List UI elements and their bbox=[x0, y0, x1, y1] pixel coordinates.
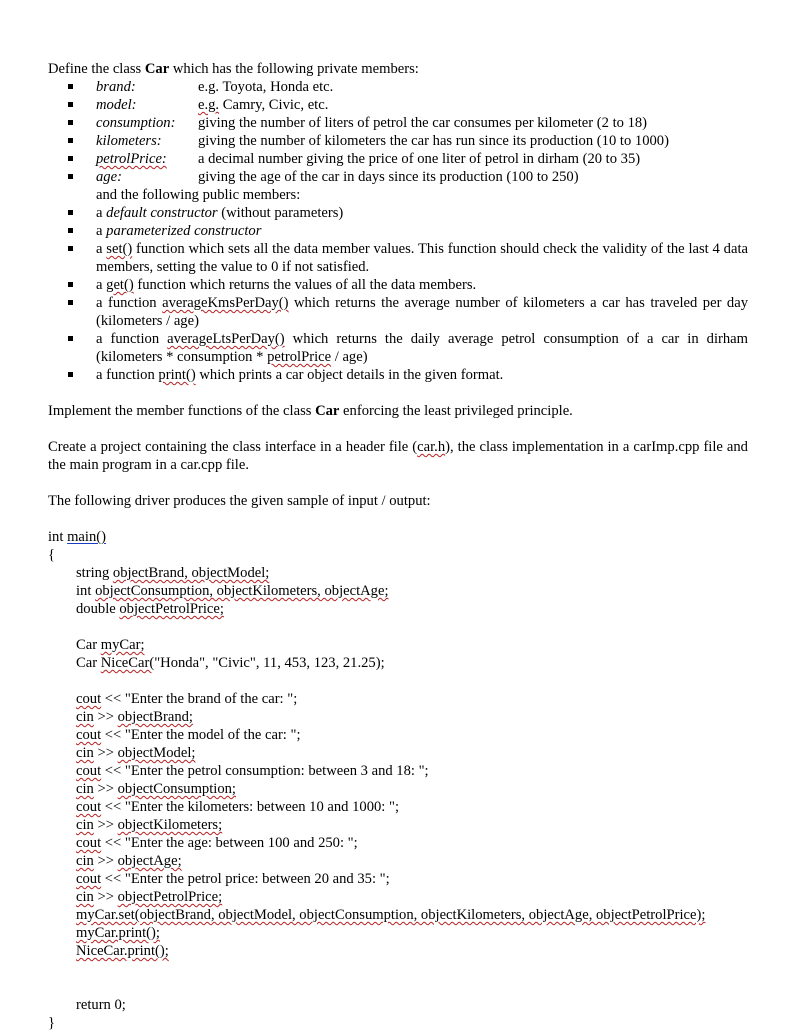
code-line: myCar.set(objectBrand, objectModel, objectConsumption, objectKilometers, objectAge, objectPetrolPrice); bbox=[76, 907, 706, 923]
intro-text: Define the class bbox=[48, 61, 145, 77]
code-line: cout << "Enter the brand of the car: "; bbox=[76, 691, 298, 707]
list-item: a get() function which returns the values of all the data members. bbox=[48, 276, 748, 294]
code-line: cout << "Enter the age: between 100 and 250: "; bbox=[76, 835, 358, 851]
driver-intro: The following driver produces the given sample of input / output: bbox=[48, 493, 431, 509]
assignment-document bbox=[48, 60, 748, 1032]
code-line: cout << "Enter the petrol price: between 20 and 35: "; bbox=[76, 871, 390, 887]
intro-text-end: which has the following private members: bbox=[169, 61, 419, 77]
list-item: kilometers: giving the number of kilometers the car has run since its production (10 to 1000) bbox=[48, 132, 748, 150]
code-block bbox=[48, 528, 748, 1032]
code-line: Car NiceCar("Honda", "Civic", 11, 453, 123, 21.25); bbox=[76, 655, 385, 671]
list-item: a function averageLtsPerDay() which returns the daily average petrol consumption of a car in dirham (kilometers * consumption * petrolPrice / age) bbox=[48, 330, 748, 366]
code-line: cin >> objectModel; bbox=[76, 745, 196, 761]
implement-paragraph: Implement the member functions of the class Car enforcing the least privileged principle. bbox=[48, 403, 573, 419]
code-line: double objectPetrolPrice; bbox=[76, 601, 224, 617]
public-members-list bbox=[48, 204, 748, 384]
list-item: a function print() which prints a car object details in the given format. bbox=[48, 366, 748, 384]
code-line: myCar.print(); bbox=[76, 925, 160, 941]
list-item: age: giving the age of the car in days since its production (100 to 250) bbox=[48, 168, 748, 186]
code-line: cout << "Enter the kilometers: between 10 and 1000: "; bbox=[76, 799, 400, 815]
code-line: int main() bbox=[48, 529, 106, 545]
project-paragraph: Create a project containing the class interface in a header file (car.h), the class implementation in a carImp.cpp file and the main program in a car.cpp file. bbox=[48, 439, 748, 473]
private-members-list bbox=[48, 78, 748, 186]
list-item: petrolPrice: a decimal number giving the price of one liter of petrol in dirham (20 to 35) bbox=[48, 150, 748, 168]
code-line: string objectBrand, objectModel; bbox=[76, 565, 270, 581]
code-line: int objectConsumption, objectKilometers, objectAge; bbox=[76, 583, 389, 599]
code-line: cin >> objectPetrolPrice; bbox=[76, 889, 223, 905]
code-line: NiceCar.print(); bbox=[76, 943, 169, 959]
code-line: Car myCar; bbox=[76, 637, 145, 653]
intro-line bbox=[48, 60, 748, 78]
list-item: consumption: giving the number of liters of petrol the car consumes per kilometer (2 to 18) bbox=[48, 114, 748, 132]
list-item: a set() function which sets all the data member values. This function should check the validity of the last 4 data members, setting the value to 0 if not satisfied. bbox=[48, 240, 748, 276]
list-item: model: e.g. Camry, Civic, etc. bbox=[48, 96, 748, 114]
list-item: a default constructor (without parameters) bbox=[48, 204, 748, 222]
code-line: } bbox=[48, 1015, 56, 1031]
code-line: return 0; bbox=[76, 997, 126, 1013]
code-line: cout << "Enter the model of the car: "; bbox=[76, 727, 301, 743]
code-line: cout << "Enter the petrol consumption: between 3 and 18: "; bbox=[76, 763, 429, 779]
class-name: Car bbox=[144, 61, 170, 77]
list-item: a function averageKmsPerDay() which returns the average number of kilometers a car has traveled per day (kilometers / age) bbox=[48, 294, 748, 330]
code-line: cin >> objectAge; bbox=[76, 853, 182, 869]
code-line: cin >> objectKilometers; bbox=[76, 817, 223, 833]
list-item: a parameterized constructor bbox=[48, 222, 748, 240]
public-intro: and the following public members: bbox=[96, 187, 301, 203]
list-item: brand: e.g. Toyota, Honda etc. bbox=[48, 78, 748, 96]
code-line: { bbox=[48, 547, 56, 563]
code-line: cin >> objectConsumption; bbox=[76, 781, 236, 797]
code-line: cin >> objectBrand; bbox=[76, 709, 193, 725]
